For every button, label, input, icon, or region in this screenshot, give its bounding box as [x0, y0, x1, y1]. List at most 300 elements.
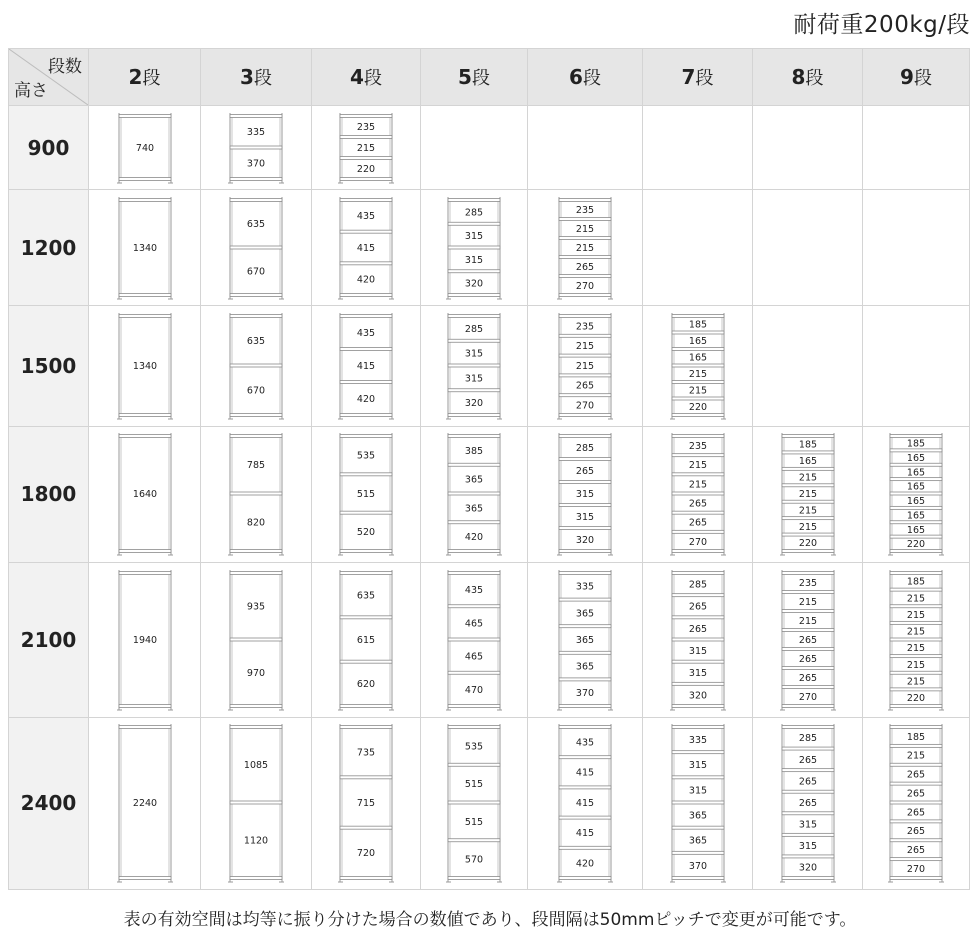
shelf-diagram — [226, 722, 286, 884]
shelf-spacing-label: 270 — [688, 537, 707, 549]
shelf-board — [230, 492, 282, 495]
shelf-board — [340, 512, 392, 515]
shelf-diagram — [336, 195, 396, 301]
shelf-board — [890, 801, 942, 804]
shelf-config-cell — [863, 563, 970, 717]
shelf-spacing-label: 535 — [356, 451, 376, 463]
shelf-board — [448, 550, 500, 553]
shelf-config-cell — [528, 563, 643, 717]
shelf-board — [230, 704, 282, 707]
height-row-2100 — [9, 563, 970, 717]
shelf-diagram — [444, 311, 504, 421]
shelf-board — [672, 682, 724, 685]
shelf-spacing-label: 265 — [798, 653, 817, 665]
shelf-spacing-label: 315 — [464, 254, 484, 266]
shelf-board — [782, 685, 834, 688]
shelf-diagram — [115, 431, 175, 557]
row-header-height: 2400 — [9, 717, 89, 889]
shelf-config-cell — [528, 426, 643, 562]
shelf-diagram — [886, 722, 946, 884]
shelf-board — [672, 348, 724, 351]
shelf-spacing-label: 215 — [575, 223, 595, 235]
shelf-config-cell — [201, 306, 312, 426]
shelf-config-cell — [312, 563, 421, 717]
shelf-config-cell — [643, 426, 753, 562]
shelf-spacing-label: 785 — [246, 460, 266, 472]
shelf-spacing-label: 185 — [798, 440, 817, 452]
empty-cell — [863, 190, 970, 306]
shelf-board — [559, 756, 611, 759]
shelf-diagram — [226, 568, 286, 712]
shelf-spacing-label: 215 — [688, 479, 707, 491]
shelf-board — [119, 315, 171, 318]
shelf-board — [782, 747, 834, 750]
shelf-board — [340, 156, 392, 159]
shelf-board — [559, 293, 611, 296]
shelf-diagram — [778, 568, 838, 712]
shelf-board — [448, 704, 500, 707]
shelf-board — [559, 527, 611, 530]
shelf-spacing-label: 820 — [246, 518, 266, 530]
shelf-diagram — [115, 568, 175, 712]
shelf-board — [890, 588, 942, 591]
shelf-board — [890, 782, 942, 785]
shelf-config-cell — [89, 106, 201, 190]
shelf-spacing-label: 615 — [356, 634, 376, 646]
shelf-board — [230, 801, 282, 804]
shelf-board — [672, 801, 724, 804]
shelf-board — [230, 571, 282, 574]
height-row-900 — [9, 106, 970, 190]
shelf-diagram — [555, 568, 615, 712]
shelf-board — [340, 826, 392, 829]
shelf-board — [890, 726, 942, 729]
shelf-board — [340, 198, 392, 201]
shelf-spacing-label: 470 — [464, 684, 484, 696]
shelf-board — [559, 678, 611, 681]
shelf-config-cell — [201, 426, 312, 562]
shelf-diagram — [778, 722, 838, 884]
shelf-board — [230, 293, 282, 296]
shelf-spacing-label: 370 — [246, 158, 266, 170]
shelf-spacing-label: 265 — [798, 798, 817, 810]
row-header-height: 1500 — [9, 306, 89, 426]
shelf-spacing-label: 385 — [464, 446, 484, 458]
shelf-board — [559, 354, 611, 357]
shelf-board — [448, 222, 500, 225]
header-row — [9, 49, 970, 106]
row-header-height: 2100 — [9, 563, 89, 717]
shelf-spacing-label: 520 — [356, 527, 376, 539]
shelf-diagram — [336, 431, 396, 557]
shelf-board — [672, 660, 724, 663]
row-header-height: 1800 — [9, 426, 89, 562]
shelf-spacing-label: 265 — [798, 776, 817, 788]
shelf-spacing-label: 215 — [906, 593, 926, 605]
shelf-spacing-label: 515 — [356, 489, 376, 501]
empty-cell — [528, 106, 643, 190]
shelf-spacing-label: 715 — [356, 798, 376, 810]
shelf-board — [782, 571, 834, 574]
shelf-spacing-label: 1340 — [132, 242, 157, 254]
shelf-board — [448, 270, 500, 273]
shelf-spacing-label: 165 — [906, 510, 926, 522]
shelf-spacing-label: 265 — [688, 623, 707, 635]
col-header-8: 8段 — [753, 49, 863, 106]
shelf-board — [448, 389, 500, 392]
shelf-board — [890, 638, 942, 641]
shelf-config-cell — [312, 106, 421, 190]
shelf-board — [559, 877, 611, 880]
shelf-spacing-label: 165 — [798, 456, 817, 468]
shelf-spacing-label: 220 — [688, 402, 707, 414]
shelf-spacing-label: 285 — [464, 207, 484, 219]
empty-cell — [643, 190, 753, 306]
shelf-board — [672, 331, 724, 334]
shelf-spacing-label: 465 — [464, 618, 484, 630]
col-header-9: 9段 — [863, 49, 970, 106]
shelf-board — [782, 647, 834, 650]
shelf-board — [672, 435, 724, 438]
shelf-spacing-label: 265 — [688, 498, 707, 510]
shelf-diagram — [115, 311, 175, 421]
shelf-spacing-label: 515 — [464, 817, 484, 829]
shelf-board — [782, 501, 834, 504]
shelf-board — [448, 726, 500, 729]
shelf-board — [890, 764, 942, 767]
shelf-spacing-label: 1640 — [132, 489, 157, 501]
shelf-spacing-label: 220 — [798, 538, 817, 550]
shelf-spacing-label: 220 — [356, 163, 376, 175]
shelf-diagram — [226, 195, 286, 301]
shelf-board — [230, 877, 282, 880]
load-capacity-title: 耐荷重200kg/段 — [793, 12, 970, 38]
shelf-board — [672, 550, 724, 553]
shelf-spacing-label: 370 — [575, 687, 595, 699]
col-header-3: 3段 — [201, 49, 312, 106]
shelf-board — [672, 751, 724, 754]
shelf-board — [782, 609, 834, 612]
shelf-board — [559, 598, 611, 601]
shelf-board — [559, 481, 611, 484]
shelf-board — [230, 198, 282, 201]
height-label: 高さ — [14, 81, 48, 101]
shelf-board — [230, 414, 282, 417]
shelf-board — [448, 198, 500, 201]
shelf-spacing-label: 185 — [688, 319, 707, 331]
shelf-board — [559, 334, 611, 337]
shelf-board — [340, 135, 392, 138]
shelf-board — [340, 877, 392, 880]
shelf-board — [448, 638, 500, 641]
shelf-spacing-label: 265 — [575, 261, 595, 273]
shelf-board — [672, 638, 724, 641]
col-header-4: 4段 — [312, 49, 421, 106]
shelf-board — [340, 177, 392, 180]
shelf-config-cell — [643, 306, 753, 426]
shelf-board — [448, 364, 500, 367]
shelf-spacing-label: 215 — [906, 676, 926, 688]
height-row-2400 — [9, 717, 970, 889]
shelf-config-cell — [312, 306, 421, 426]
shelf-board — [782, 855, 834, 858]
shelf-config-cell — [201, 190, 312, 306]
shelf-spacing-label: 285 — [798, 733, 817, 745]
shelf-spacing-label: 270 — [798, 691, 817, 703]
shelf-spacing-label: 235 — [575, 204, 595, 216]
shelf-board — [119, 726, 171, 729]
shelf-spacing-label: 165 — [906, 453, 926, 465]
shelf-board — [559, 374, 611, 377]
shelf-spacing-label: 735 — [356, 747, 376, 759]
shelf-board — [672, 877, 724, 880]
shelf-board — [559, 704, 611, 707]
shelf-spacing-label: 365 — [464, 503, 484, 515]
shelf-spacing-label: 265 — [906, 788, 926, 800]
shelf-diagram — [444, 195, 504, 301]
shelf-spacing-label: 635 — [246, 336, 266, 348]
shelf-spacing-label: 635 — [356, 590, 376, 602]
shelf-spacing-label: 220 — [906, 539, 926, 551]
shelf-spacing-label: 335 — [688, 735, 707, 747]
shelf-spacing-label: 235 — [356, 121, 376, 133]
shelf-spacing-label: 315 — [464, 373, 484, 385]
shelf-diagram — [226, 111, 286, 185]
shelf-spacing-label: 265 — [906, 769, 926, 781]
shelf-board — [230, 177, 282, 180]
shelf-board — [890, 704, 942, 707]
shelf-spacing-label: 220 — [906, 692, 926, 704]
shelf-spacing-label: 315 — [464, 230, 484, 242]
shelf-board — [230, 435, 282, 438]
shelf-board — [119, 414, 171, 417]
shelf-spacing-label: 435 — [575, 737, 595, 749]
shelf-diagram — [555, 195, 615, 301]
shelf-diagram — [226, 311, 286, 421]
shelf-board — [559, 550, 611, 553]
shelf-spacing-label: 215 — [575, 341, 595, 353]
shelf-config-cell — [312, 717, 421, 889]
shelf-spacing-label: 335 — [575, 581, 595, 593]
shelf-spacing-label: 415 — [575, 767, 595, 779]
shelf-spacing-label: 415 — [356, 361, 376, 373]
empty-cell — [863, 306, 970, 426]
shelf-spacing-label: 415 — [356, 242, 376, 254]
shelf-board — [559, 651, 611, 654]
shelf-spacing-label: 215 — [798, 615, 817, 627]
tier-count-label: 段数 — [48, 57, 82, 77]
shelf-config-cell — [89, 426, 201, 562]
shelf-config-cell — [421, 306, 528, 426]
height-row-1800 — [9, 426, 970, 562]
shelf-diagram — [115, 722, 175, 884]
shelf-board — [672, 616, 724, 619]
shelf-board — [782, 834, 834, 837]
shelf-board — [559, 394, 611, 397]
shelf-spacing-label: 165 — [688, 352, 707, 364]
shelf-board — [559, 435, 611, 438]
shelf-board — [890, 877, 942, 880]
shelf-board — [672, 852, 724, 855]
shelf-board — [782, 877, 834, 880]
shelf-board — [890, 820, 942, 823]
shelf-spacing-label: 215 — [798, 489, 817, 501]
shelf-spacing-label: 365 — [575, 661, 595, 673]
shelf-spacing-label: 315 — [575, 489, 595, 501]
shelf-board — [559, 414, 611, 417]
shelf-config-cell — [753, 426, 863, 562]
col-header-2: 2段 — [89, 49, 201, 106]
shelf-board — [340, 704, 392, 707]
shelf-spacing-label: 635 — [246, 218, 266, 230]
shelf-board — [448, 877, 500, 880]
shelf-diagram — [886, 431, 946, 557]
shelf-spacing-label: 185 — [906, 732, 926, 744]
shelf-spacing-label: 420 — [356, 394, 376, 406]
shelf-board — [340, 114, 392, 117]
shelf-board — [340, 315, 392, 318]
shelf-spacing-label: 365 — [464, 474, 484, 486]
shelf-board — [340, 726, 392, 729]
empty-cell — [753, 306, 863, 426]
shelf-config-cell — [312, 426, 421, 562]
shelf-board — [890, 858, 942, 861]
shelf-board — [448, 414, 500, 417]
footnote: 表の有効空間は均等に振り分けた場合の数値であり、段間隔は50mmピッチで変更が可能です。 — [123, 910, 857, 930]
shelf-board — [340, 348, 392, 351]
shelf-config-cell — [528, 190, 643, 306]
shelf-board — [559, 198, 611, 201]
empty-cell — [753, 106, 863, 190]
shelf-board — [230, 726, 282, 729]
shelf-config-cell — [312, 190, 421, 306]
shelf-board — [448, 839, 500, 842]
shelf-spacing-label: 265 — [575, 466, 595, 478]
shelf-config-cell — [863, 717, 970, 889]
shelf-spacing-label: 165 — [906, 482, 926, 494]
shelf-spacing-label: 215 — [688, 385, 707, 397]
shelf-board — [119, 877, 171, 880]
shelf-board — [559, 217, 611, 220]
shelf-spacing-label: 215 — [906, 750, 926, 762]
shelf-spacing-label: 185 — [906, 576, 926, 588]
shelf-config-cell — [421, 563, 528, 717]
shelf-config-cell — [89, 190, 201, 306]
shelf-board — [782, 628, 834, 631]
shelf-spacing-label: 285 — [575, 443, 595, 455]
shelf-board — [119, 198, 171, 201]
shelf-board — [782, 468, 834, 471]
shelf-board — [340, 230, 392, 233]
shelf-board — [119, 435, 171, 438]
shelf-spacing-label: 465 — [464, 651, 484, 663]
shelf-board — [672, 571, 724, 574]
shelf-diagram — [336, 568, 396, 712]
shelf-diagram — [226, 431, 286, 557]
shelf-config-cell — [753, 563, 863, 717]
shelf-board — [448, 671, 500, 674]
shelf-spacing-label: 2240 — [132, 798, 157, 810]
shelf-spacing-label: 265 — [798, 672, 817, 684]
shelf-board — [448, 315, 500, 318]
shelf-board — [890, 671, 942, 674]
shelf-diagram — [115, 111, 175, 185]
col-header-6: 6段 — [528, 49, 643, 106]
shelf-spacing-label: 670 — [246, 385, 266, 397]
shelf-board — [119, 293, 171, 296]
shelf-diagram — [115, 195, 175, 301]
shelf-board — [672, 593, 724, 596]
shelf-board — [782, 769, 834, 772]
shelf-spacing-label: 315 — [688, 667, 707, 679]
height-row-1200 — [9, 190, 970, 306]
shelf-spacing-label: 320 — [464, 398, 484, 410]
shelf-board — [559, 504, 611, 507]
shelf-board — [559, 786, 611, 789]
shelf-board — [782, 534, 834, 537]
shelf-spacing-label: 270 — [575, 280, 595, 292]
shelf-board — [559, 236, 611, 239]
shelf-diagram — [668, 568, 728, 712]
shelf-board — [448, 339, 500, 342]
shelf-spacing-label: 365 — [688, 810, 707, 822]
shelf-config-cell — [643, 563, 753, 717]
shelf-spacing-label: 270 — [906, 864, 926, 876]
shelf-spacing-label: 165 — [906, 467, 926, 479]
shelf-spacing-label: 315 — [575, 512, 595, 524]
shelf-spacing-label: 285 — [688, 579, 707, 591]
shelf-spacing-label: 265 — [688, 518, 707, 530]
shelf-spacing-label: 415 — [575, 798, 595, 810]
shelf-board — [672, 414, 724, 417]
col-header-7: 7段 — [643, 49, 753, 106]
shelf-board — [340, 414, 392, 417]
shelf-spacing-label: 365 — [688, 835, 707, 847]
shelf-spacing-label: 265 — [906, 845, 926, 857]
shelf-spacing-label: 270 — [575, 400, 595, 412]
shelf-board — [672, 364, 724, 367]
shelf-config-cell — [643, 717, 753, 889]
shelf-diagram — [336, 311, 396, 421]
shelf-spacing-label: 370 — [688, 861, 707, 873]
shelf-board — [782, 666, 834, 669]
shelf-diagram — [444, 431, 504, 557]
shelf-spacing-label: 315 — [798, 819, 817, 831]
shelf-config-cell — [421, 426, 528, 562]
shelf-board — [559, 274, 611, 277]
shelf-board — [559, 625, 611, 628]
shelf-board — [890, 688, 942, 691]
shelf-spacing-label: 420 — [575, 858, 595, 870]
shelf-spacing-label: 235 — [798, 577, 817, 589]
shelf-board — [230, 550, 282, 553]
shelf-board — [782, 590, 834, 593]
shelf-board — [448, 464, 500, 467]
shelf-board — [448, 246, 500, 249]
shelf-spacing-label: 570 — [464, 854, 484, 866]
shelf-spacing-label: 315 — [688, 645, 707, 657]
shelf-spacing-label: 720 — [356, 848, 376, 860]
shelf-board — [890, 571, 942, 574]
shelf-board — [340, 473, 392, 476]
shelf-spacing-label: 265 — [575, 380, 595, 392]
shelf-diagram — [668, 311, 728, 421]
shelf-board — [119, 177, 171, 180]
shelf-board — [340, 293, 392, 296]
shelf-board — [340, 660, 392, 663]
empty-cell — [753, 190, 863, 306]
shelf-spacing-label: 265 — [798, 755, 817, 767]
